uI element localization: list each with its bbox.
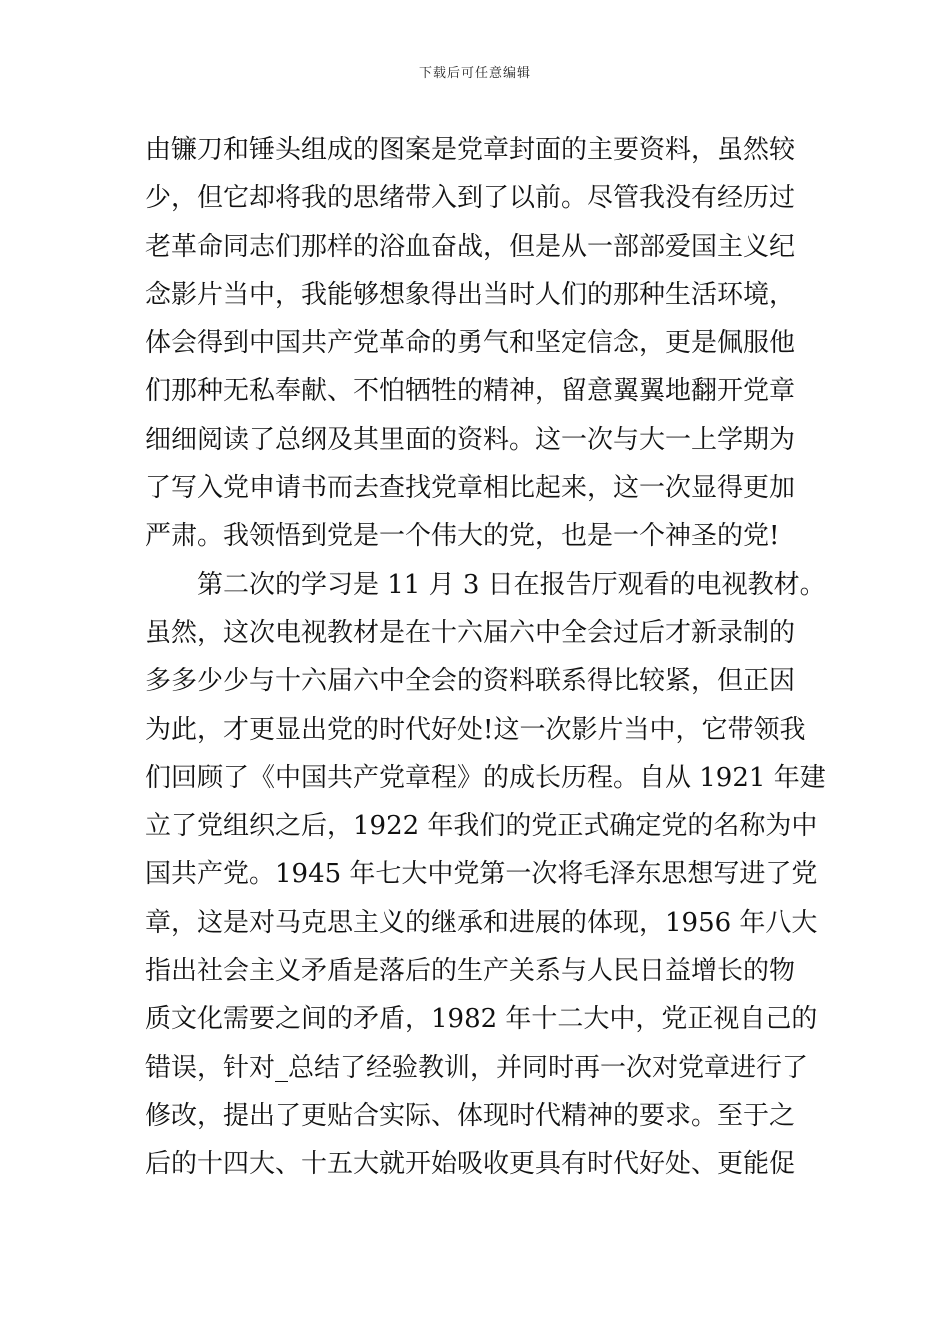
text-line: 细细阅读了总纲及其里面的资料。这一次与大一上学期为 [145,424,796,455]
text-line: 了写入党申请书而去查找党章相比起来，这一次显得更加 [145,473,796,504]
text-line: 多多少少与十六届六中全会的资料联系得比较紧，但正因 [145,666,796,697]
text-line: 国共产党。1945 年七大中党第一次将毛泽东思想写进了党 [145,859,818,890]
text-line: 指出社会主义矛盾是落后的生产关系与人民日益增长的物 [145,956,796,987]
text-line: 为此，才更显出党的时代好处!这一次影片当中，它带领我 [145,714,806,745]
text-line: 质文化需要之间的矛盾，1982 年十二大中，党正视自己的 [145,1004,818,1035]
text-line: 虽然，这次电视教材是在十六届六中全会过后才新录制的 [145,617,796,648]
text-line: 念影片当中，我能够想象得出当时人们的那种生活环境， [145,279,796,310]
text-line: 修改，提出了更贴合实际、体现时代精神的要求。至于之 [145,1100,796,1131]
page-header: 下载后可任意编辑 [418,66,531,81]
document-body [145,126,826,1189]
text-line: 们回顾了《中国共产党章程》的成长历程。自从 1921 年建 [145,762,826,793]
text-line: 由镰刀和锤头组成的图案是党章封面的主要资料，虽然较 [145,135,796,165]
text-line: 章，这是对马克思主义的继承和进展的体现，1956 年八大 [145,907,818,938]
text-line: 立了党组织之后，1922 年我们的党正式确定党的名称为中 [145,811,818,842]
text-line: 错误，针对_总结了经验教训，并同时再一次对党章进行了 [145,1052,809,1083]
text-line: 严肃。我领悟到党是一个伟大的党，也是一个神圣的党! [145,521,780,552]
text-line: 体会得到中国共产党革命的勇气和坚定信念，更是佩服他 [145,328,796,359]
text-line: 后的十四大、十五大就开始吸收更具有时代好处、更能促 [145,1149,796,1180]
paragraph-start-line: 第二次的学习是 11 月 3 日在报告厅观看的电视教材。 [197,569,826,600]
text-line: 们那种无私奉献、不怕牺牲的精神，留意翼翼地翻开党章 [145,376,796,407]
text-line: 老革命同志们那样的浴血奋战，但是从一部部爱国主义纪 [145,231,796,262]
text-line: 少，但它却将我的思绪带入到了以前。尽管我没有经历过 [145,183,796,214]
